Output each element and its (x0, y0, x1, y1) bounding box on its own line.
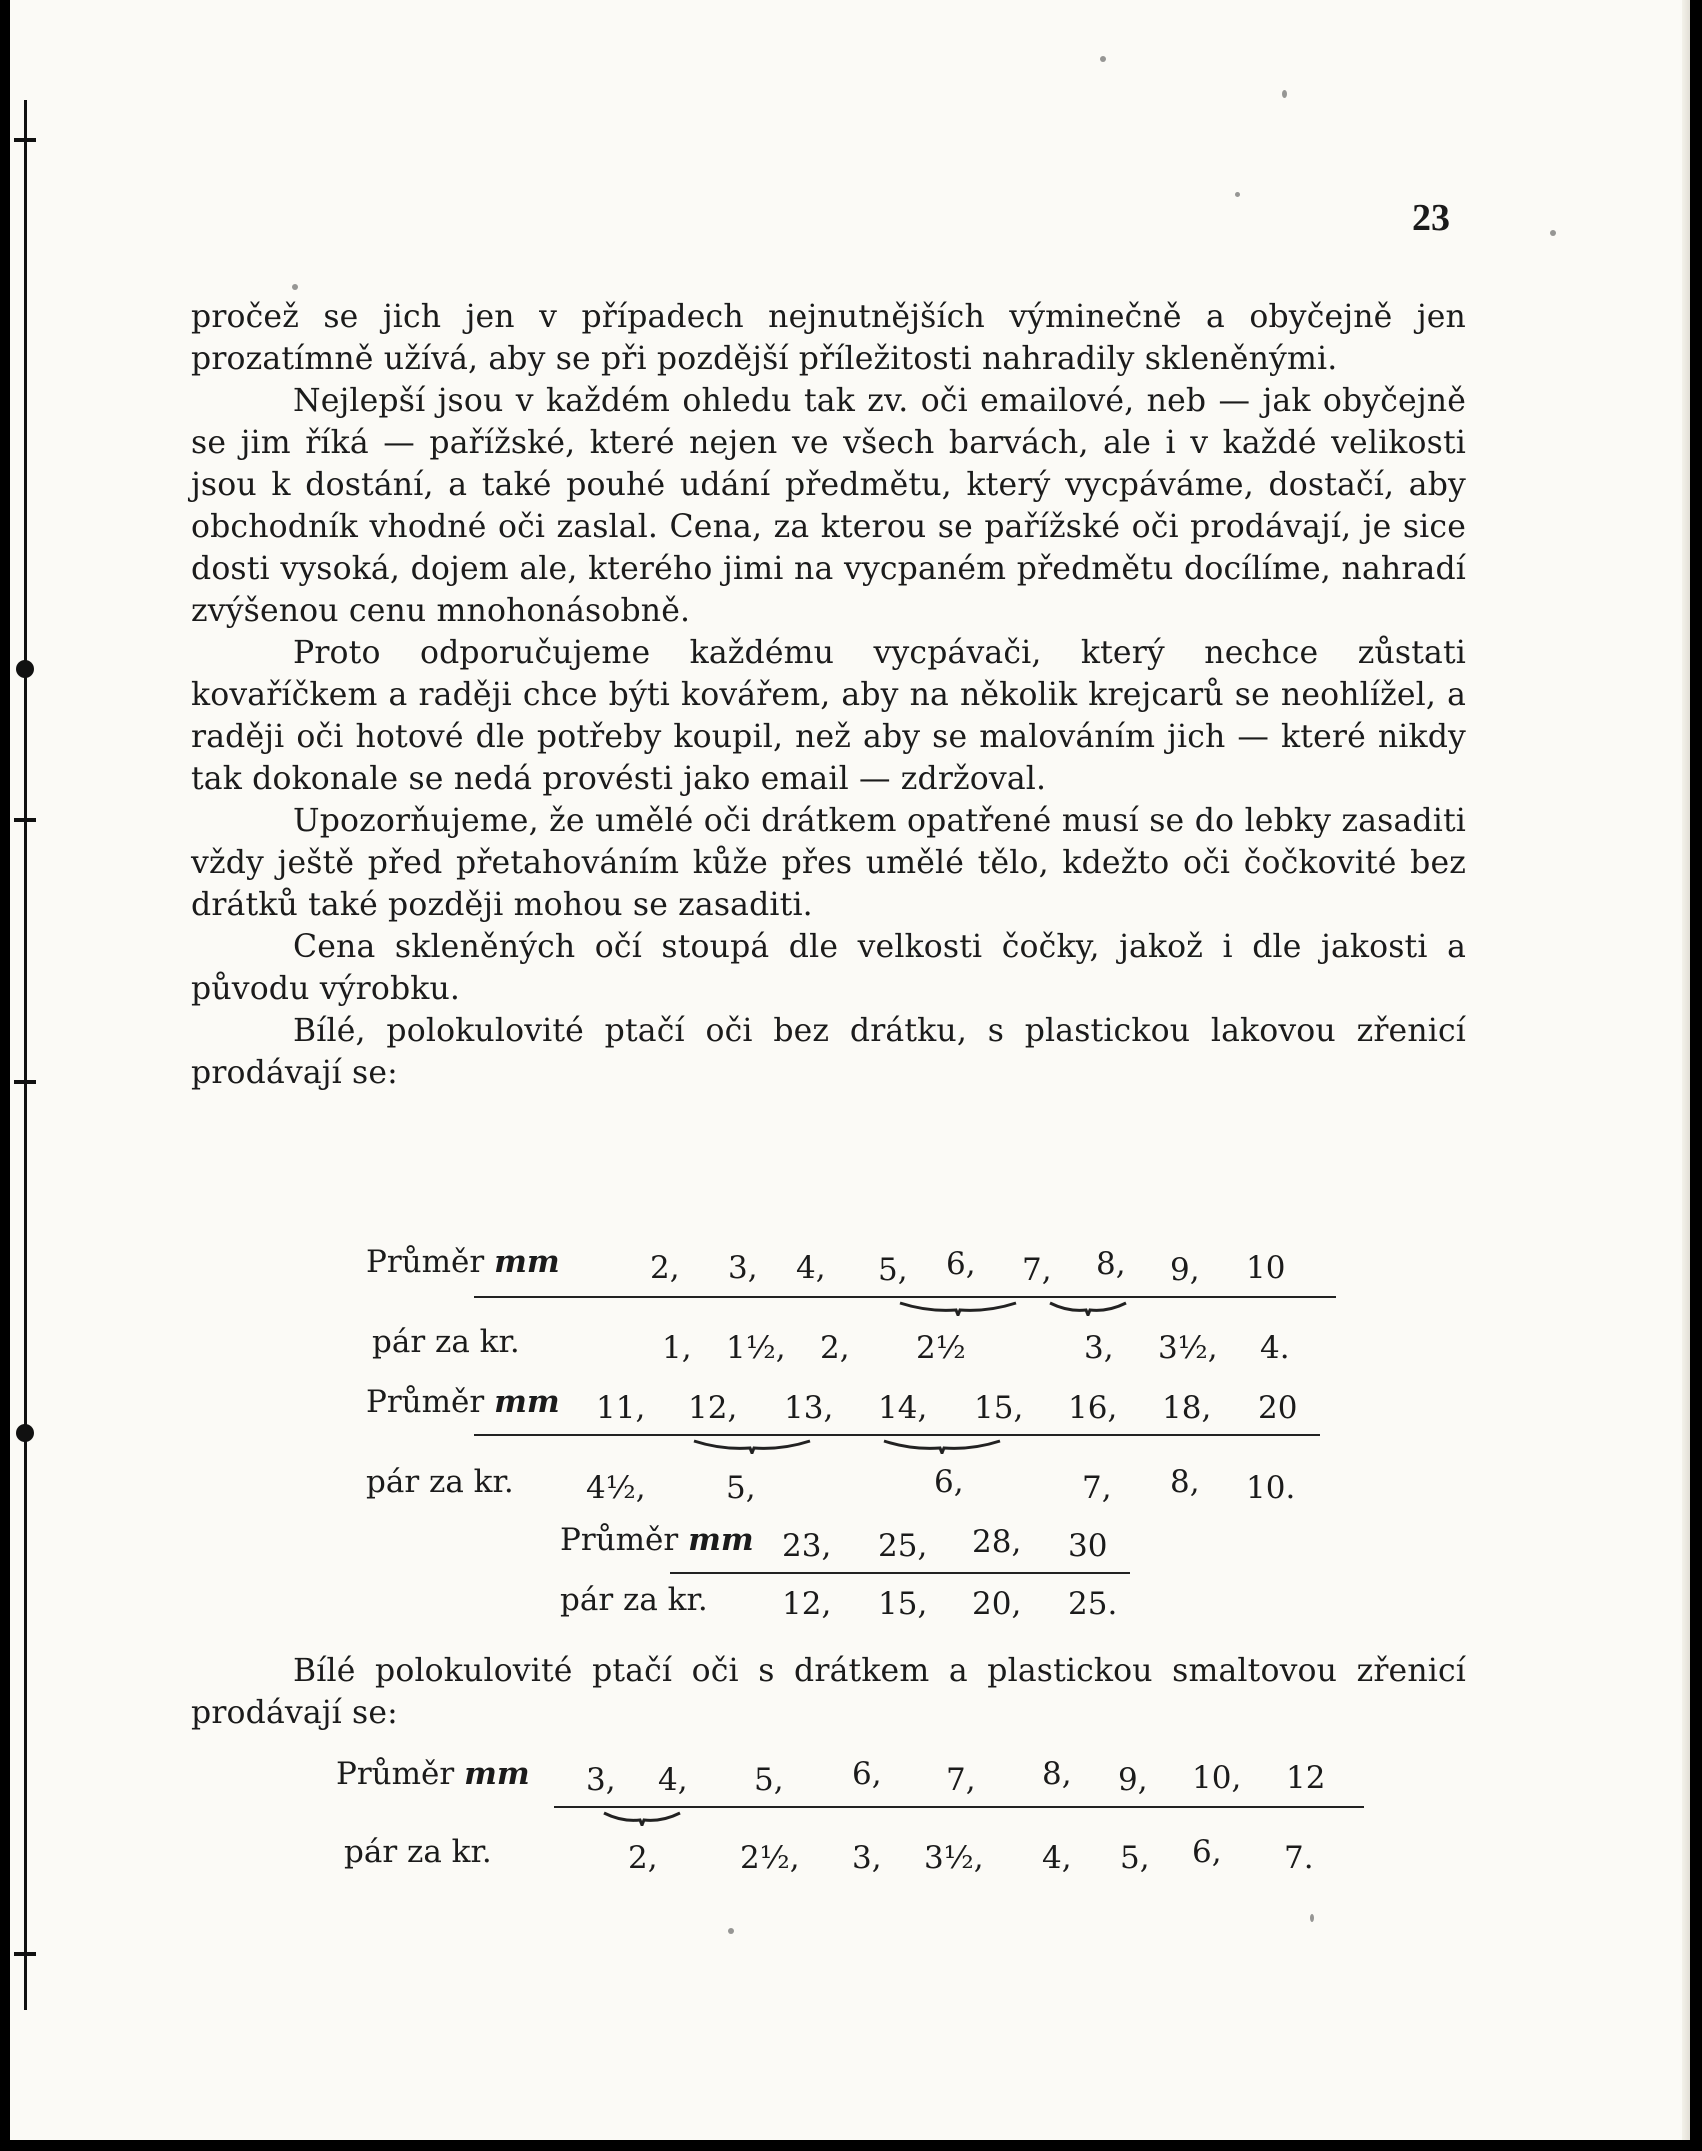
paragraph: Bílé, polokulovité ptačí oči bez drátku, s plastickou lakovou zřenicí prodávají se: (191, 1013, 1466, 1091)
size-cell: 13, (784, 1390, 834, 1426)
size-cell: 28, (972, 1524, 1022, 1560)
price-cell: 3½, (1158, 1330, 1218, 1366)
size-cell: 6, (852, 1756, 882, 1792)
binding-mark (14, 1952, 36, 1956)
size-cell: 5, (754, 1762, 784, 1798)
price-cell: 10. (1246, 1470, 1296, 1506)
paragraph: Bílé polokulovité ptačí oči s drátkem a plastickou smaltovou zřenicí prodávají se: (191, 1653, 1466, 1731)
price-label: pár za kr. (560, 1582, 708, 1618)
print-speck (1282, 90, 1287, 98)
price-cell: 6, (1192, 1834, 1222, 1870)
price-cell: 1½, (726, 1330, 786, 1366)
size-cell: 14, (878, 1390, 928, 1426)
binding-mark (14, 1080, 36, 1084)
size-cell: 12, (688, 1390, 738, 1426)
size-cell: 11, (596, 1390, 646, 1426)
size-cell: 6, (946, 1246, 976, 1282)
size-cell: 25, (878, 1528, 928, 1564)
size-cell: 9, (1118, 1762, 1148, 1798)
print-speck (1310, 1914, 1314, 1922)
brace-mark (692, 1438, 812, 1454)
diameter-label: Průměr mm (336, 1756, 530, 1792)
price-label: pár za kr. (344, 1834, 492, 1870)
size-cell: 5, (878, 1252, 908, 1288)
price-cell: 4. (1260, 1330, 1290, 1366)
size-cell: 3, (728, 1250, 758, 1286)
price-cell: 4½, (586, 1470, 646, 1506)
price-cell: 3½, (924, 1840, 984, 1876)
price-cell: 4, (1042, 1840, 1072, 1876)
page-edge-shadow (1682, 0, 1690, 2140)
price-cell: 2½, (740, 1840, 800, 1876)
size-cell: 4, (796, 1250, 826, 1286)
binding-edge-line (24, 100, 27, 2010)
binding-mark (16, 660, 34, 678)
brace-mark (602, 1810, 682, 1826)
size-cell: 23, (782, 1528, 832, 1564)
paragraph: Proto odporučujeme každému vycpávači, který nechce zůstati kovaříčkem a raději chce býti kovářem, aby na několik krejcarů se neohlížel, a raději oči hotové dle potřeby koupil, než aby se malováním jich — které nikdy tak dokonale se nedá provésti jako email — zdržoval. (191, 635, 1466, 797)
size-cell: 10 (1246, 1250, 1286, 1286)
print-speck (1100, 56, 1106, 62)
print-speck (1550, 230, 1556, 236)
print-speck (292, 284, 298, 290)
diameter-label: Průměr mm (366, 1384, 560, 1420)
size-cell: 9, (1170, 1252, 1200, 1288)
price-cell: 7. (1284, 1840, 1314, 1876)
binding-mark (14, 138, 36, 142)
price-cell: 15, (878, 1586, 928, 1622)
size-cell: 20 (1258, 1390, 1298, 1426)
size-cell: 12 (1286, 1760, 1326, 1796)
price-cell: 12, (782, 1586, 832, 1622)
size-cell: 8, (1042, 1756, 1072, 1792)
paragraph: Nejlepší jsou v každém ohledu tak zv. oči emailové, neb — jak obyčejně se jim říká — pařížské, které nejen ve všech barvách, ale i v každé velikosti jsou k dostání, a také pouhé udání předmětu, který vycpáváme, dostačí, aby obchodník vhodné oči zaslal. Cena, za kterou se pařížské oči prodávají, je sice dosti vysoká, dojem ale, kterého jimi na vycpaném předmětu docílíme, nahradí zvýšenou cenu mnohonásobně. (191, 383, 1466, 629)
size-cell: 16, (1068, 1390, 1118, 1426)
price-label: pár za kr. (372, 1324, 520, 1360)
binding-mark (16, 1424, 34, 1442)
price-cell: 5, (1120, 1840, 1150, 1876)
price-cell: 8, (1170, 1464, 1200, 1500)
table-rule (554, 1806, 1364, 1808)
size-cell: 3, (586, 1762, 616, 1798)
price-cell: 20, (972, 1586, 1022, 1622)
diameter-label: Průměr mm (366, 1244, 560, 1280)
size-cell: 8, (1096, 1246, 1126, 1282)
size-cell: 30 (1068, 1528, 1108, 1564)
size-cell: 4, (658, 1762, 688, 1798)
table-rule (670, 1572, 1130, 1574)
brace-mark (1048, 1300, 1128, 1316)
price-cell: 3, (852, 1840, 882, 1876)
size-cell: 10, (1192, 1760, 1242, 1796)
paragraph: pročež se jich jen v případech nejnutnějších výminečně a obyčejně jen prozatímně užívá, aby se při pozdější příležitosti nahradily skleněnými. (191, 299, 1466, 377)
price-cell: 5, (726, 1470, 756, 1506)
size-cell: 7, (1022, 1252, 1052, 1288)
size-cell: 2, (650, 1250, 680, 1286)
price-cell: 6, (934, 1464, 964, 1500)
price-label: pár za kr. (366, 1464, 514, 1500)
body-text (191, 296, 1466, 1094)
price-cell: 3, (1084, 1330, 1114, 1366)
paragraph: Upozorňujeme, že umělé oči drátkem opatřené musí se do lebky zasaditi vždy ještě před přetahováním kůže přes umělé tělo, kdežto oči čočkovité bez drátků také později mohou se zasaditi. (191, 803, 1466, 923)
page-number: 23 (1412, 197, 1450, 239)
print-speck (1235, 192, 1240, 197)
brace-mark (898, 1300, 1018, 1316)
price-cell: 7, (1082, 1470, 1112, 1506)
body-text-2 (191, 1650, 1466, 1734)
price-cell: 2, (820, 1330, 850, 1366)
size-cell: 18, (1162, 1390, 1212, 1426)
price-cell: 1, (662, 1330, 692, 1366)
price-cell: 2, (628, 1840, 658, 1876)
table-rule (474, 1296, 1336, 1298)
paragraph: Cena skleněných očí stoupá dle velkosti čočky, jakož i dle jakosti a původu výrobku. (191, 929, 1466, 1007)
print-speck (728, 1928, 734, 1934)
diameter-label: Průměr mm (560, 1522, 754, 1558)
size-cell: 7, (946, 1762, 976, 1798)
book-page (10, 0, 1690, 2140)
brace-mark (882, 1438, 1002, 1454)
size-cell: 15, (974, 1390, 1024, 1426)
table-rule (474, 1434, 1320, 1436)
price-cell: 2½ (916, 1330, 966, 1366)
price-cell: 25. (1068, 1586, 1118, 1622)
binding-mark (14, 818, 36, 822)
